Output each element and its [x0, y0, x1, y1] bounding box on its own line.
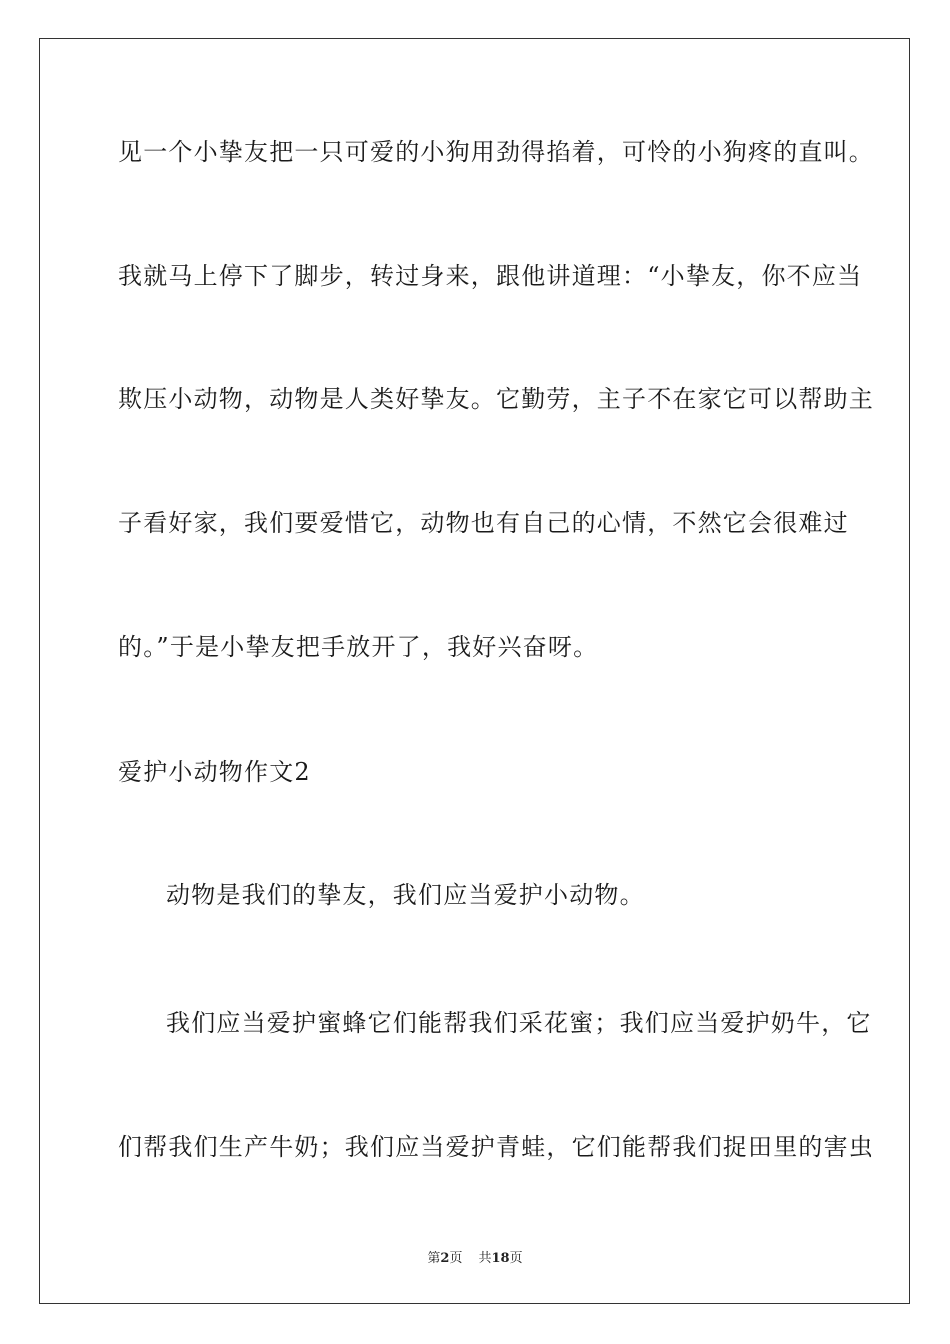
footer-page-suffix: 页 [449, 1251, 463, 1266]
paragraph-line: 欺压小动物，动物是人类好挚友。它勤劳，主子不在家它可以帮助主 [118, 385, 874, 413]
paragraph-line: 我们应当爱护蜜蜂它们能帮我们采花蜜；我们应当爱护奶牛，它 [166, 1009, 872, 1037]
page-footer [0, 1247, 950, 1266]
footer-page-prefix: 第 [427, 1251, 441, 1266]
footer-page-number: 2 [440, 1251, 450, 1266]
footer-total-prefix: 共 [478, 1251, 492, 1266]
footer-total-suffix: 页 [509, 1251, 523, 1266]
paragraph-line: 子看好家，我们要爱惜它，动物也有自己的心情，不然它会很难过 [118, 509, 849, 537]
paragraph-line: 们帮我们生产牛奶；我们应当爱护青蛙，它们能帮我们捉田里的害虫 [118, 1133, 874, 1161]
page-border [39, 38, 910, 1304]
footer-total-number: 18 [491, 1251, 510, 1266]
paragraph-line: 见一个小挚友把一只可爱的小狗用劲得掐着，可怜的小狗疼的直叫。 [118, 138, 874, 166]
paragraph-line: 的。”于是小挚友把手放开了，我好兴奋呀。 [118, 633, 599, 661]
section-heading: 爱护小动物作文2 [118, 758, 311, 786]
paragraph-line: 我就马上停下了脚步，转过身来，跟他讲道理：“小挚友，你不应当 [118, 262, 863, 290]
paragraph-line: 动物是我们的挚友，我们应当爱护小动物。 [166, 881, 645, 909]
